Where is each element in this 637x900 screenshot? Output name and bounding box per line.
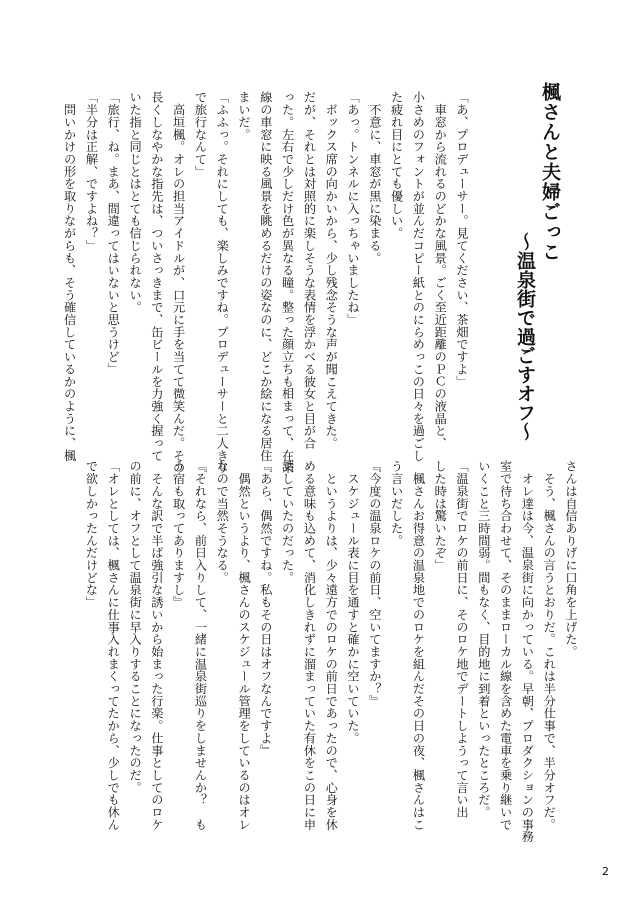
text-line: う宿も取ってありますし』	[171, 460, 186, 609]
text-line: 車窓から流れるのどかな風景。ごく至近距離のＰＣの液晶と、	[433, 91, 448, 450]
text-line: ボックス席の向かいから、少し残念そうな声が聞こえてきた。	[324, 91, 339, 450]
text-line: で旅行なんて」	[193, 91, 208, 178]
text-line: さんは自信ありげに口角を上げた。	[564, 460, 578, 658]
text-line: なので当然そうなる。	[215, 460, 230, 584]
text-line: める意味も込めて、消化しきれずに溜まっていた有休をこの日に申	[302, 460, 317, 831]
text-line: 問いかけの形を取りながらも、そう確信しているかのように、楓	[62, 91, 77, 462]
text-line: 高垣楓。オレの担当アイドルが、口元に手を当てて微笑んだ。その	[171, 91, 186, 474]
text-line: 『今度の温泉ロケの前日、空いてますか？』	[367, 460, 382, 707]
text-line: だが、それとは対照的に楽しそうな表情を浮かべる彼女と目が合	[302, 91, 317, 450]
text-line: う言いだした。	[389, 460, 404, 547]
text-line: いくこと三時間弱。間もなく、目的地に到着といったところだ。	[476, 460, 491, 819]
text-line: 『あら、偶然ですね。私もその日はオフなんですよ』	[258, 460, 273, 757]
text-line: 『それなら、前日入りして、一緒に温泉街巡りをしませんか？ も	[193, 460, 208, 831]
text-line: スケジュール表に目を通すと確かに空いていた。	[346, 460, 361, 745]
text-line: 偶然というより、楓さんのスケジュール管理をしているのはオレ	[237, 460, 252, 831]
story-subtitle: ～温泉街で過ごすオフ～	[514, 232, 536, 441]
text-line: オレ達は今、温泉街に向かっている。早朝、プロダクションの事務	[520, 460, 535, 843]
text-line: 楓さんお得意の温泉地でのロケを組んだその日の夜、楓さんはこ	[411, 460, 426, 831]
text-line: た疲れ目にとても優しい。	[389, 91, 404, 240]
text-line: 線の車窓に映る風景を眺めるだけの姿なのに、どこか絵になる居住	[258, 91, 273, 462]
text-line: というよりは、少々遠方でのロケの前日であったので、心身を休	[324, 460, 339, 831]
text-block-top	[58, 91, 472, 476]
text-line: 「あっ。トンネルに入っちゃいましたね」	[346, 91, 361, 326]
text-line: 小さめのフォントが並んだコピー紙とのにらめっこの日々を過ごし	[411, 91, 426, 462]
text-line: いた指と同じとはとても信じられない。	[128, 91, 143, 314]
text-line: で欲しかったんだけどな」	[84, 460, 99, 609]
text-line: 長くしなやかな指先は、ついさっきまで、缶ビールを力強く握って	[149, 91, 164, 462]
text-line: 不意に、車窓が黒に染まる。	[367, 91, 382, 264]
text-line: 「旅行、ね。まあ、間違ってはいないと思うけど」	[106, 91, 121, 376]
text-line: 「ふふっ。それにしても、楽しみですね。プロデューサーと二人きり	[215, 91, 230, 474]
text-line: 室で待ち合わせて、そのままローカル線を含めた電車を乗り継いで	[498, 460, 513, 831]
story-title: 楓さんと夫婦ごっこ	[539, 82, 561, 262]
text-line: した時は驚いたぞ」	[433, 460, 448, 572]
text-line: 「あ、プロデューサー。見てください、茶畑ですよ」	[455, 91, 469, 388]
text-line: 「温泉街でロケの前日に、そのロケ地でデートしようって言い出	[455, 460, 470, 819]
text-line: そう、楓さんの言うとおりだ。これは半分仕事で、半分オフだ。	[542, 460, 557, 831]
page-number: 2	[602, 865, 609, 878]
text-line: の前に、オフとして温泉街に早入りすることになったのだ。	[128, 460, 143, 794]
text-line: 請していたのだった。	[280, 460, 295, 584]
text-line: った。左右で少しだけ色が異なる瞳。整った顔立ちも相まって、在来	[280, 91, 295, 474]
text-line: そんな訳で半ば強引な誘いから始まった行楽。仕事としてのロケ	[149, 460, 164, 831]
text-block-bottom	[80, 460, 581, 850]
text-line: まいだ。	[237, 91, 252, 141]
text-line: 「オレとしては、楓さんに仕事入れまくってたから、少しでも休ん	[106, 460, 121, 831]
text-line: 「半分は正解、ですよね？」	[84, 91, 99, 252]
